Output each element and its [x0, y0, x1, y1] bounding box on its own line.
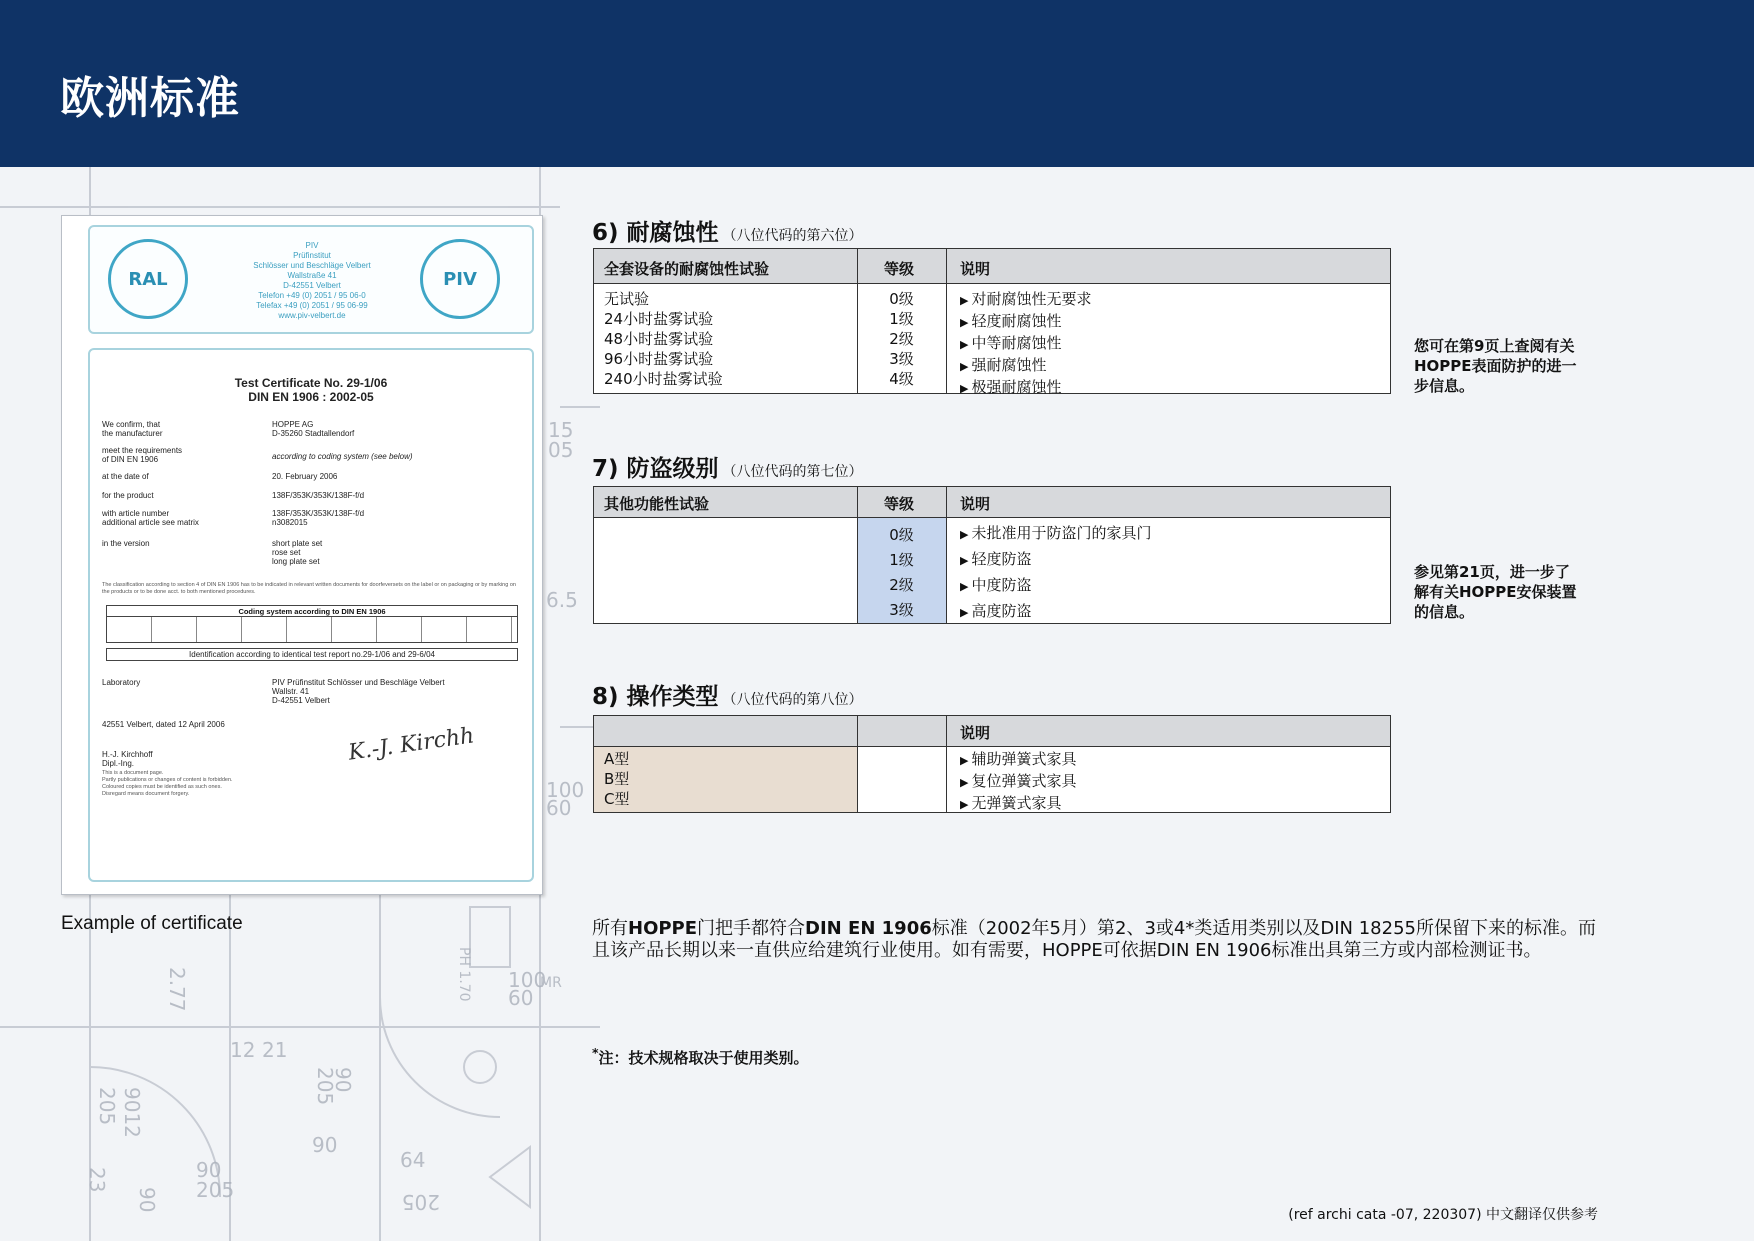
table-cell: 4级: [889, 370, 914, 388]
coding-system-table: [106, 605, 518, 643]
piv-label: PIV: [443, 268, 477, 290]
table-cell: 96小时盐雾试验: [604, 350, 714, 368]
triangle-bullet-icon: ▶: [960, 554, 969, 567]
table-header: 其他功能性试验 等级 说明: [594, 487, 1390, 518]
field-label: meet the requirements of DIN EN 1906: [102, 446, 183, 464]
section6-side-note: 您可在第9页上查阅有关HOPPE表面防护的进一步信息。: [1414, 337, 1577, 395]
svg-text:15: 15: [548, 418, 574, 442]
signature: K.-J. Kirchh: [346, 723, 476, 766]
field-value: short plate set rose set long plate set: [272, 539, 323, 566]
table-cell: 0级: [889, 290, 914, 308]
description-column: [960, 521, 1151, 625]
field-value: 138F/353K/353K/138F-f/d n3082015: [272, 509, 365, 527]
svg-text:05: 05: [548, 438, 574, 462]
operation-type-table: [593, 715, 1391, 813]
triangle-bullet-icon: ▶: [960, 338, 969, 351]
table-cell: 无试验: [604, 290, 650, 308]
svg-text:205: 205: [95, 1087, 119, 1126]
field-value: HOPPE AG D-35260 Stadtallendorf: [272, 420, 355, 438]
corrosion-table: [593, 248, 1391, 394]
table-cell: 24小时盐雾试验: [604, 310, 714, 328]
table-cell: A型: [604, 750, 630, 768]
table-cell: 0级: [889, 526, 914, 544]
svg-text:205: 205: [196, 1178, 235, 1202]
svg-text:90: 90: [196, 1158, 222, 1182]
coding-title: Coding system according to DIN EN 1906: [238, 607, 386, 616]
test-column: [604, 289, 723, 389]
signer-note: This is a document page. Partly publications or changes of content is forbidden. Coloured copies must be identified as such ones. Disregard means document forgery.: [102, 770, 233, 797]
table-cell: 2级: [889, 330, 914, 348]
ral-seal-icon: [108, 239, 188, 319]
triangle-bullet-icon: ▶: [960, 360, 969, 373]
field-label: with article number additional article see matrix: [102, 509, 199, 527]
svg-text:64: 64: [400, 1148, 426, 1172]
table-cell: 3级: [889, 601, 914, 619]
grade-column: [857, 523, 946, 623]
certificate-footer: [102, 862, 522, 876]
triangle-bullet-icon: ▶: [960, 754, 969, 767]
section8-title: 8) 操作类型 （八位代码的第八位）: [592, 684, 863, 710]
ral-label: RAL: [128, 268, 168, 290]
table-cell: ▶ 对耐腐蚀性无要求: [960, 290, 1092, 308]
svg-text:23: 23: [85, 1167, 109, 1193]
table-cell: 1级: [889, 551, 914, 569]
certificate-letterhead: [88, 225, 534, 334]
page-title: 欧洲标准: [60, 73, 240, 124]
classification-note: The classification according to section 4 of DIN EN 1906 has to be indicated in relevant written documents for doorfeversets on the label or on packaging or by marking on the products or to be done acct. to both mentioned procedures.: [102, 582, 516, 595]
svg-text:21: 21: [262, 1038, 288, 1062]
field-label: We confirm, that the manufacturer: [102, 420, 163, 438]
table-cell: ▶ 中等耐腐蚀性: [960, 334, 1062, 352]
field-label: at the date of: [102, 472, 149, 481]
table-cell: B型: [604, 770, 630, 788]
identification-line: Identification according to identical test report no.29-1/06 and 29-6/04: [106, 648, 518, 661]
laboratory-label: Laboratory: [102, 678, 141, 687]
footnote: *注：技术规格取决于使用类别。: [592, 1045, 809, 1067]
reference-line: (ref archi cata -07, 220307) 中文翻译仅供参考: [1288, 1207, 1598, 1223]
section7-side-note: 参见第21页，进一步了解有关HOPPE安保装置的信息。: [1414, 563, 1577, 621]
security-table: [593, 486, 1391, 624]
coding-grid: [107, 616, 517, 642]
svg-text:9012: 9012: [120, 1087, 144, 1138]
laboratory-value: PIV Prüfinstitut Schlösser und Beschläge Velbert Wallstr. 41 D-42551 Velbert: [272, 678, 445, 705]
field-value: according to coding system (see below): [272, 452, 413, 461]
section6-title: 6) 耐腐蚀性 （八位代码的第六位）: [592, 220, 863, 246]
table-cell: 2级: [889, 576, 914, 594]
signer-name: H.-J. Kirchhoff Dipl.-Ing.: [102, 750, 153, 768]
table-cell: C型: [604, 790, 630, 808]
table-cell: ▶ 极强耐腐蚀性: [960, 378, 1062, 396]
svg-text:60: 60: [546, 796, 572, 820]
table-header: 说明: [594, 716, 1390, 747]
svg-text:100: 100: [546, 778, 585, 802]
svg-text:90: 90: [135, 1187, 159, 1213]
table-cell: ▶ 高度防盗: [960, 602, 1032, 620]
certificate-title: Test Certificate No. 29-1/06 DIN EN 1906 : 2002-05: [234, 376, 388, 404]
table-cell: 1级: [889, 310, 914, 328]
field-label: for the product: [102, 491, 154, 500]
grade-column: [857, 289, 946, 389]
certificate-body: [88, 348, 534, 882]
table-cell: 48小时盐雾试验: [604, 330, 714, 348]
certificate-caption: Example of certificate: [61, 913, 243, 934]
svg-text:MR: MR: [540, 975, 562, 991]
svg-text:205: 205: [313, 1067, 337, 1106]
triangle-bullet-icon: ▶: [960, 382, 969, 395]
table-cell: ▶ 强耐腐蚀性: [960, 356, 1047, 374]
certificate-image: [61, 215, 543, 895]
standards-paragraph: 所有HOPPE门把手都符合DIN EN 1906标准（2002年5月）第2、3或4*类适用类别以及DIN 18255所保留下来的标准。而且该产品长期以来一直供应给建筑行业使用。如有需要，HOPPE可依据DIN EN 1906标准出具第三方或内部检测证书。: [592, 918, 1596, 961]
svg-text:90: 90: [331, 1067, 355, 1093]
table-cell: ▶ 未批准用于防盗门的家具门: [960, 524, 1152, 542]
triangle-bullet-icon: ▶: [960, 580, 969, 593]
triangle-bullet-icon: ▶: [960, 316, 969, 329]
svg-text:90: 90: [312, 1133, 338, 1157]
table-cell: ▶ 辅助弹簧式家具: [960, 750, 1077, 768]
type-column: [604, 749, 629, 809]
triangle-bullet-icon: ▶: [960, 798, 969, 811]
table-cell: ▶ 中度防盗: [960, 576, 1032, 594]
description-column: [960, 749, 1076, 815]
institute-address: PIV Prüfinstitut Schlösser und Beschläge Velbert Wallstraße 41 D-42551 Velbert Telefon +49 (0) 2051 / 95 06-0 Telefax +49 (0) 2051 / 95 06-99 www.piv-velbert.de: [253, 241, 371, 320]
table-cell: ▶ 轻度防盗: [960, 550, 1032, 568]
table-cell: ▶ 无弹簧式家具: [960, 794, 1062, 812]
triangle-bullet-icon: ▶: [960, 606, 969, 619]
header-band: [0, 0, 1754, 167]
svg-text:2.77: 2.77: [165, 967, 189, 1012]
description-column: [960, 289, 1091, 399]
piv-seal-icon: [420, 239, 500, 319]
table-cell: 3级: [889, 350, 914, 368]
table-cell: ▶ 轻度耐腐蚀性: [960, 312, 1062, 330]
svg-text:100: 100: [508, 968, 547, 992]
svg-text:60: 60: [508, 986, 534, 1010]
triangle-bullet-icon: ▶: [960, 776, 969, 789]
field-value: 138F/353K/353K/138F-f/d: [272, 491, 365, 500]
svg-text:205: 205: [401, 1190, 440, 1214]
table-header: 全套设备的耐腐蚀性试验 等级 说明: [594, 249, 1390, 284]
table-cell: 240小时盐雾试验: [604, 370, 723, 388]
field-label: in the version: [102, 539, 150, 548]
triangle-bullet-icon: ▶: [960, 294, 969, 307]
type-highlight: [594, 747, 857, 812]
section7-title: 7) 防盗级别 （八位代码的第七位）: [592, 456, 863, 482]
field-value: 20. February 2006: [272, 472, 338, 481]
table-cell: ▶ 复位弹簧式家具: [960, 772, 1077, 790]
svg-text:6.5: 6.5: [546, 588, 578, 612]
svg-text:PH 1.70: PH 1.70: [456, 947, 472, 1002]
triangle-bullet-icon: ▶: [960, 528, 969, 541]
dated-line: 42551 Velbert, dated 12 April 2006: [102, 720, 225, 729]
svg-text:12: 12: [230, 1038, 256, 1062]
